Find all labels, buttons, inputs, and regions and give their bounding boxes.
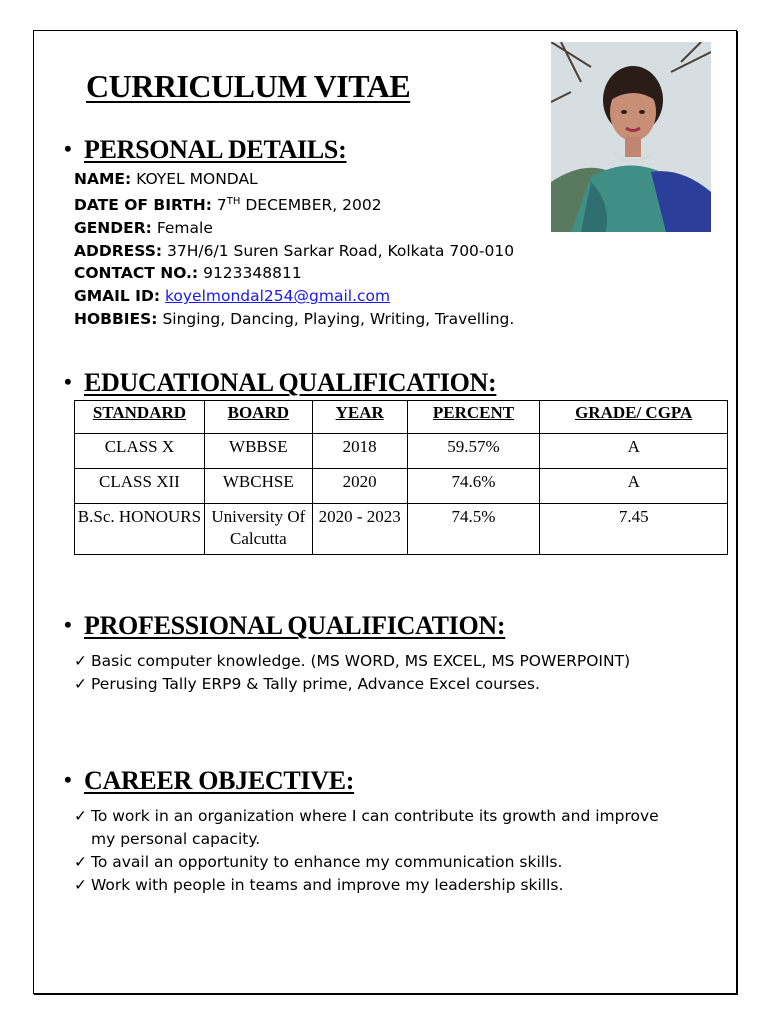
check-icon: ✓ xyxy=(74,675,87,693)
portrait-image xyxy=(551,42,711,232)
table-row xyxy=(75,434,728,469)
table-cell: University Of Calcutta xyxy=(204,504,312,555)
table-header-row xyxy=(75,401,728,434)
career-list xyxy=(74,805,691,897)
table-cell: 74.6% xyxy=(407,469,540,504)
check-icon: ✓ xyxy=(74,853,87,871)
page-title: CURRICULUM VITAE xyxy=(86,68,411,104)
address-row: ADDRESS: 37H/6/1 Suren Sarkar Road, Kolkata 700-010 xyxy=(74,241,515,260)
table-cell: 2018 xyxy=(312,434,407,469)
list-item: ✓ Basic computer knowledge. (MS WORD, MS EXCEL, MS POWERPOINT) xyxy=(74,650,691,673)
column-header: YEAR xyxy=(312,401,407,434)
table-cell: WBCHSE xyxy=(204,469,312,504)
list-item: ✓ Perusing Tally ERP9 & Tally prime, Advance Excel courses. xyxy=(74,673,691,696)
table-cell: CLASS XII xyxy=(75,469,205,504)
career-heading: • CAREER OBJECTIVE: xyxy=(64,766,355,795)
table-cell: WBBSE xyxy=(204,434,312,469)
education-table xyxy=(74,400,728,555)
personal-details xyxy=(74,168,514,331)
education-heading: • EDUCATIONAL QUALIFICATION: xyxy=(64,368,497,397)
hobbies-row: HOBBIES: Singing, Dancing, Playing, Writing, Travelling. xyxy=(74,309,515,328)
contact-row: CONTACT NO.: 9123348811 xyxy=(74,264,302,283)
list-item: ✓ To avail an opportunity to enhance my communication skills. xyxy=(74,851,691,874)
table-cell: A xyxy=(540,469,728,504)
table-cell: 74.5% xyxy=(407,504,540,555)
profile-photo xyxy=(551,42,711,232)
address-value: 37H/6/1 Suren Sarkar Road, Kolkata 700-010 xyxy=(167,241,515,260)
dob-row: DATE OF BIRTH: 7TH DECEMBER, 2002 xyxy=(74,195,382,214)
professional-heading: • PROFESSIONAL QUALIFICATION: xyxy=(64,611,506,640)
bullet-icon: • xyxy=(64,369,72,394)
column-header: BOARD xyxy=(204,401,312,434)
hobbies-value: Singing, Dancing, Playing, Writing, Travelling. xyxy=(162,309,515,328)
column-header: PERCENT xyxy=(407,401,540,434)
gmail-link[interactable]: koyelmondal254@gmail.com xyxy=(164,287,391,306)
gmail-row: GMAIL ID: koyelmondal254@gmail.com xyxy=(74,287,391,306)
table-cell: CLASS X xyxy=(75,434,205,469)
dob-day: 7 xyxy=(216,195,227,214)
name-row: NAME: KOYEL MONDAL xyxy=(74,170,258,188)
contact-value: 9123348811 xyxy=(203,264,302,283)
table-cell: 2020 xyxy=(312,469,407,504)
dob-rest: DECEMBER, 2002 xyxy=(245,195,382,214)
list-item: ✓ To work in an organization where I can contribute its growth and improve my personal capacity. xyxy=(74,807,659,848)
table-cell: 2020 - 2023 xyxy=(312,504,407,555)
dob-suffix: TH xyxy=(226,195,241,207)
gender-value: Female xyxy=(156,218,213,237)
bullet-icon: • xyxy=(64,612,72,637)
table-row xyxy=(75,469,728,504)
name-value: KOYEL MONDAL xyxy=(136,170,258,188)
list-item: ✓ Work with people in teams and improve my leadership skills. xyxy=(74,874,691,897)
column-header: GRADE/ CGPA xyxy=(540,401,728,434)
gender-row: GENDER: Female xyxy=(74,218,213,237)
check-icon: ✓ xyxy=(74,876,87,894)
bullet-icon: • xyxy=(64,767,72,792)
check-icon: ✓ xyxy=(74,652,87,670)
check-icon: ✓ xyxy=(74,807,87,825)
table-cell: A xyxy=(540,434,728,469)
professional-list xyxy=(74,650,691,696)
table-cell: 59.57% xyxy=(407,434,540,469)
table-cell: B.Sc. HONOURS xyxy=(75,504,205,555)
personal-details-heading: • PERSONAL DETAILS: xyxy=(64,135,347,164)
column-header: STANDARD xyxy=(75,401,205,434)
table-cell: 7.45 xyxy=(540,504,728,555)
bullet-icon: • xyxy=(64,136,72,161)
table-row xyxy=(75,504,728,555)
